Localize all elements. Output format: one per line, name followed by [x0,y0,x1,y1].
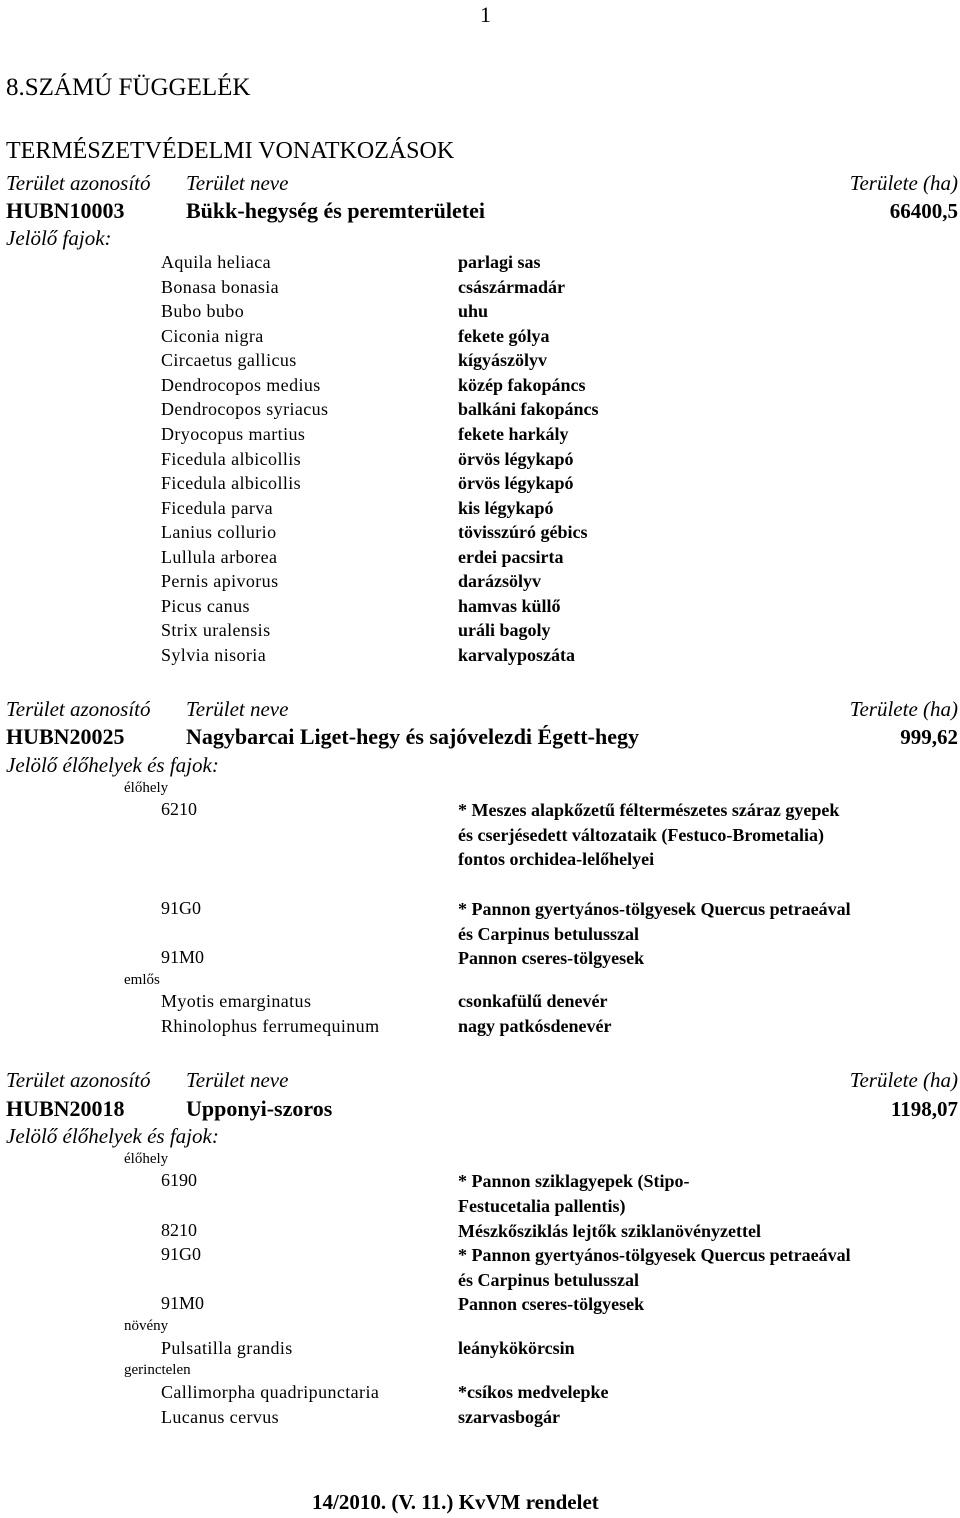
area-code: HUBN10003 [6,198,125,223]
mammal-category-label: emlős [124,972,160,988]
species-hungarian: csonkafülű denevér [458,991,608,1011]
species-hungarian: császármadár [458,277,565,297]
species-hungarian: karvalyposzáta [458,645,575,665]
species-latin: Aquila heliaca [161,252,272,272]
habitat-category-label: élőhely [124,780,169,796]
header-name-label: Terület neve [186,1068,289,1092]
species-hungarian: leánykökörcsin [458,1338,575,1358]
species-latin: Ficedula parva [161,498,274,518]
species-hungarian: örvös légykapó [458,473,574,493]
habitat-code: 6210 [161,799,197,819]
area-code: HUBN20018 [6,1096,125,1121]
species-hungarian: fekete harkály [458,424,569,444]
species-hungarian: hamvas küllő [458,596,561,616]
header-name-label: Terület neve [186,171,289,195]
species-hungarian: tövisszúró gébics [458,522,588,542]
species-latin: Dendrocopos syriacus [161,399,329,419]
area-code: HUBN20025 [6,724,125,749]
habitat-description: * Pannon gyertyános-tölgyesek Quercus petraeával és Carpinus betulusszal [458,1245,851,1290]
species-hungarian: szarvasbogár [458,1407,560,1427]
habitat-description: Pannon cseres-tölgyesek [458,948,645,968]
habitat-code: 8210 [161,1220,197,1240]
habitat-category-label: élőhely [124,1151,169,1167]
habitat-code: 6190 [161,1170,197,1190]
species-hungarian: nagy patkósdenevér [458,1016,612,1036]
species-hungarian: fekete gólya [458,326,550,346]
species-hungarian: balkáni fakopáncs [458,399,599,419]
header-area-label: Területe (ha) [849,697,958,721]
habitat-description: * Meszes alapkőzetű féltermészetes száraz gyepek és cserjésedett változataik (Festuco-Brometalia) fontos orchidea-lelőhelyei [458,800,840,869]
habitat-description: Pannon cseres-tölgyesek [458,1294,645,1314]
designated-label: Jelölő élőhelyek és fajok: [6,753,219,777]
species-latin: Myotis emarginatus [161,991,312,1011]
header-area-label: Területe (ha) [849,1068,958,1092]
area-name: Nagybarcai Liget-hegy és sajóvelezdi Égett-hegy [186,724,639,749]
species-latin: Dryocopus martius [161,424,306,444]
header-area-label: Területe (ha) [849,171,958,195]
document-subtitle: TERMÉSZETVÉDELMI VONATKOZÁSOK [6,138,455,164]
species-hungarian: darázsölyv [458,571,541,591]
habitat-code: 91M0 [161,947,205,967]
species-latin: Bubo bubo [161,301,245,321]
header-id-label: Terület azonosító [6,1068,151,1092]
species-hungarian: örvös légykapó [458,449,574,469]
species-hungarian: erdei pacsirta [458,547,564,567]
species-latin: Ficedula albicollis [161,473,302,493]
species-latin: Lucanus cervus [161,1407,280,1427]
habitat-description: Mészkősziklás lejtők sziklanövényzettel [458,1221,761,1241]
species-hungarian: parlagi sas [458,252,541,272]
habitat-code: 91G0 [161,1244,201,1264]
area-size: 66400,5 [889,199,958,223]
page-footer: 14/2010. (V. 11.) KvVM rendelet [312,1490,599,1514]
header-id-label: Terület azonosító [6,171,151,195]
area-size: 1198,07 [890,1097,958,1121]
designated-label: Jelölő fajok: [6,226,112,250]
area-name: Bükk-hegység és peremterületei [186,198,485,223]
habitat-code: 91M0 [161,1293,205,1313]
species-hungarian: közép fakopáncs [458,375,586,395]
designated-label: Jelölő élőhelyek és fajok: [6,1124,219,1148]
species-hungarian: *csíkos medvelepke [458,1382,609,1402]
page-number: 1 [480,2,491,27]
header-name-label: Terület neve [186,697,289,721]
document-title: 8.SZÁMÚ FÜGGELÉK [6,74,251,101]
species-latin: Callimorpha quadripunctaria [161,1382,380,1402]
species-latin: Rhinolophus ferrumequinum [161,1016,380,1036]
area-size: 999,62 [900,725,958,749]
species-hungarian: uráli bagoly [458,620,551,640]
header-id-label: Terület azonosító [6,697,151,721]
species-hungarian: uhu [458,301,489,321]
habitat-code: 91G0 [161,898,201,918]
species-latin: Strix uralensis [161,620,271,640]
habitat-description: * Pannon gyertyános-tölgyesek Quercus petraeával és Carpinus betulusszal [458,899,851,944]
area-name: Upponyi-szoros [186,1096,333,1121]
species-latin: Picus canus [161,596,250,616]
plant-category-label: növény [124,1318,169,1334]
species-latin: Pernis apivorus [161,571,279,591]
species-latin: Ficedula albicollis [161,449,302,469]
species-latin: Lullula arborea [161,547,278,567]
species-latin: Bonasa bonasia [161,277,280,297]
species-latin: Sylvia nisoria [161,645,267,665]
species-latin: Circaetus gallicus [161,350,297,370]
species-latin: Ciconia nigra [161,326,264,346]
habitat-description: * Pannon sziklagyepek (Stipo-Festucetalia pallentis) [458,1171,690,1216]
invertebrate-category-label: gerinctelen [124,1362,191,1378]
species-hungarian: kis légykapó [458,498,554,518]
species-latin: Lanius collurio [161,522,277,542]
species-hungarian: kígyászölyv [458,350,548,370]
species-latin: Pulsatilla grandis [161,1338,293,1358]
species-latin: Dendrocopos medius [161,375,321,395]
